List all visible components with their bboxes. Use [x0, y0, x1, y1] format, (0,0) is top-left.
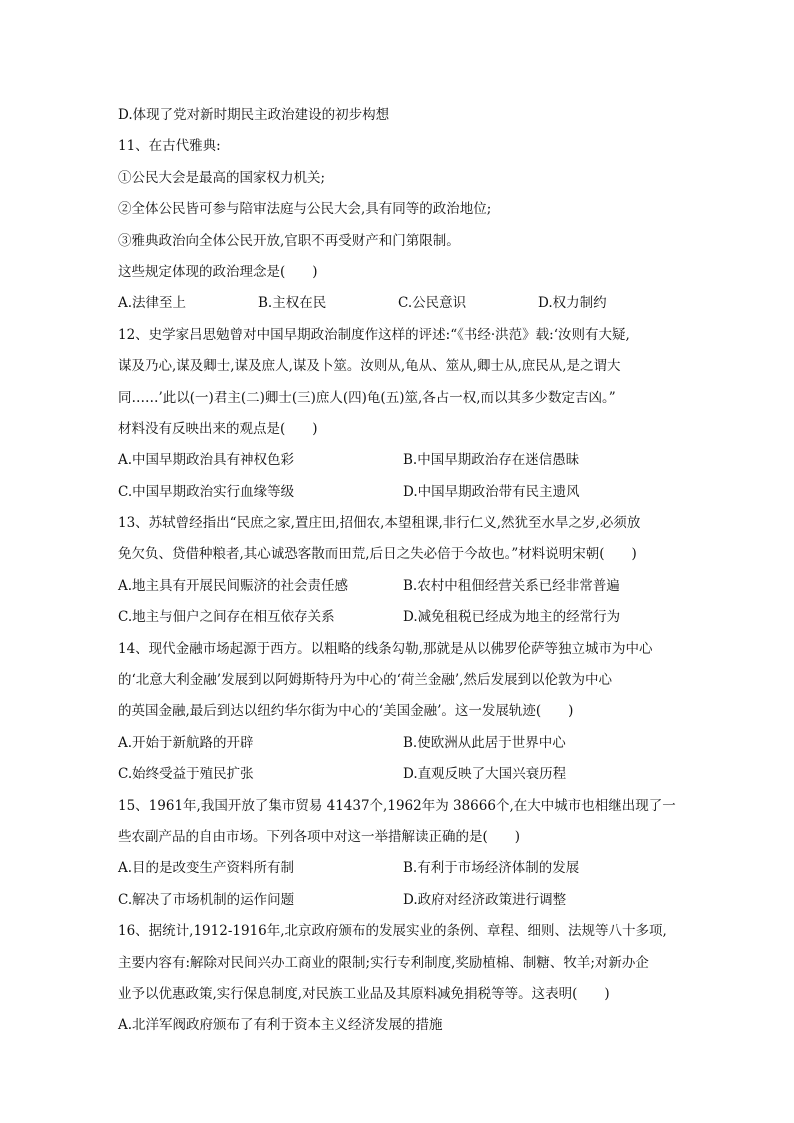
option-b: B.农村中租佃经营关系已经非常普遍	[403, 577, 620, 594]
question-text-line: 14、现代金融市场起源于西方。以粗略的线条勾勒,那就是从以佛罗伦萨等独立城市为中心	[118, 640, 653, 657]
question-stem: 11、在古代雅典:	[118, 138, 221, 155]
question-text-line: 的英国金融,最后到达以纽约华尔街为中心的‘美国金融’。这一发展轨迹( )	[118, 703, 574, 720]
option-a: A.中国早期政治具有神权色彩	[118, 452, 295, 469]
option-d: D.权力制约	[538, 295, 607, 312]
question-prompt: 这些规定体现的政治理念是( )	[118, 263, 318, 280]
option-a: A.北洋军阀政府颁布了有利于资本主义经济发展的措施	[118, 1017, 443, 1034]
options-row	[118, 445, 688, 476]
question-text-line: 主要内容有:解除对民间兴办工商业的限制;实行专利制度,奖励植棉、制糖、牧羊;对新办企	[118, 954, 649, 971]
option-b: B.主权在民	[258, 295, 327, 312]
option-c: C.公民意识	[398, 295, 467, 312]
question-15	[118, 791, 688, 917]
option-a: A.目的是改变生产资料所有制	[118, 860, 295, 877]
option-b: B.中国早期政治存在迷信愚昧	[403, 452, 580, 469]
question-14	[118, 634, 688, 791]
question-item: ③雅典政治向全体公民开放,官职不再受财产和门第限制。	[118, 232, 460, 249]
question-text-line: 13、苏轼曾经指出“民庶之家,置庄田,招佃农,本望租课,非行仁义,然犹至水旱之岁,必须放	[118, 515, 641, 532]
option-d: D.中国早期政治带有民主遗风	[403, 483, 580, 500]
options-row	[118, 853, 688, 884]
option-c: C.地主与佃户之间存在相互依存关系	[118, 609, 335, 626]
option-b: B.使欧洲从此居于世界中心	[403, 734, 566, 751]
question-16	[118, 916, 688, 1042]
question-text-line: 业予以优惠政策,实行保息制度,对民族工业品及其原料减免捐税等等。这表明( )	[118, 985, 610, 1002]
options-row	[118, 728, 688, 759]
question-text-line: 材料没有反映出来的观点是( )	[118, 420, 318, 437]
option-d: D.减免租税已经成为地主的经常行为	[403, 609, 621, 626]
options-row	[118, 288, 688, 319]
question-13	[118, 508, 688, 634]
options-row	[118, 885, 688, 916]
previous-question-option-d: D.体现了党对新时期民主政治建设的初步构想	[118, 107, 390, 123]
question-text-line: 同……’此以(一)君主(二)卿士(三)庶人(四)龟(五)筮,各占一权,而以其多少数定吉凶。”	[118, 389, 616, 406]
question-text-line: 免欠负、贷借种粮者,其心诚恐客散而田荒,后日之失必倍于今故也。”材料说明宋朝( )	[118, 546, 637, 563]
options-row	[118, 477, 688, 508]
option-b: B.有利于市场经济体制的发展	[403, 860, 580, 877]
option-c: C.解决了市场机制的运作问题	[118, 891, 295, 908]
question-text-line: 谋及乃心,谋及卿士,谋及庶人,谋及卜筮。汝则从,龟从、筮从,卿士从,庶民从,是之谓大	[118, 358, 621, 375]
question-text-line: 12、史学家吕思勉曾对中国早期政治制度作这样的评述:“《书经·洪范》载:‘汝则有大疑,	[118, 326, 630, 343]
question-item: ①公民大会是最高的国家权力机关;	[118, 169, 326, 186]
question-text-line: 的‘北意大利金融’发展到以阿姆斯特丹为中心的‘荷兰金融’,然后发展到以伦敦为中心	[118, 672, 612, 689]
question-text-line: 15、1961年,我国开放了集市贸易 41437个,1962年为 38666个,在大中城市也相继出现了一	[118, 797, 676, 814]
option-a: A.地主具有开展民间赈济的社会责任感	[118, 577, 349, 594]
option-d: D.直观反映了大国兴衰历程	[403, 766, 567, 783]
question-item: ②全体公民皆可参与陪审法庭与公民大会,具有同等的政治地位;	[118, 201, 492, 218]
option-c: C.中国早期政治实行血缘等级	[118, 483, 295, 500]
question-11	[118, 131, 688, 319]
options-row	[118, 602, 688, 633]
option-d: D.政府对经济政策进行调整	[403, 891, 567, 908]
document-page	[118, 100, 688, 1042]
question-12	[118, 320, 688, 508]
options-row	[118, 759, 688, 790]
options-row	[118, 571, 688, 602]
option-a: A.法律至上	[118, 295, 187, 312]
option-c: C.始终受益于殖民扩张	[118, 766, 254, 783]
question-text-line: 16、据统计,1912-1916年,北京政府颁布的发展实业的条例、章程、细则、法规等八十多项,	[118, 923, 667, 940]
option-a: A.开始于新航路的开辟	[118, 734, 254, 751]
question-text-line: 些农副产品的自由市场。下列各项中对这一举措解读正确的是( )	[118, 828, 521, 845]
